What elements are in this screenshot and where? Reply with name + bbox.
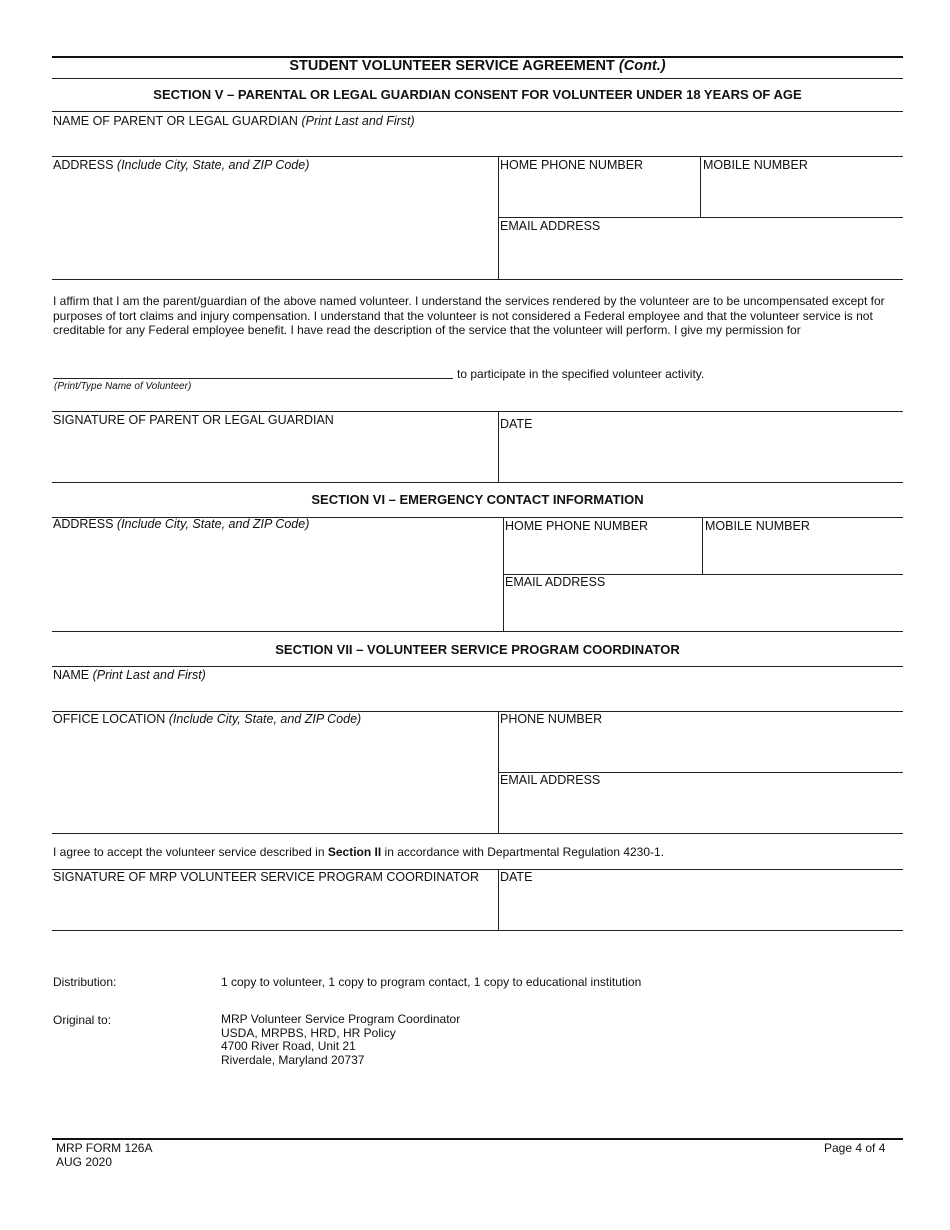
agreement-post: in accordance with Departmental Regulation 4230-1. — [384, 845, 665, 859]
parent-date-field[interactable]: DATE — [500, 417, 533, 431]
form-title — [52, 58, 903, 74]
rule — [52, 631, 903, 632]
original-line: Riverdale, Maryland 20737 — [221, 1052, 365, 1067]
volunteer-name-line[interactable] — [53, 378, 453, 379]
coordinator-signature-field[interactable]: SIGNATURE OF MRP VOLUNTEER SERVICE PROGRAM COORDINATOR — [53, 870, 479, 884]
form-title-text: STUDENT VOLUNTEER SERVICE AGREEMENT — [289, 58, 615, 74]
distribution-text: 1 copy to volunteer, 1 copy to program contact, 1 copy to educational institution — [221, 975, 642, 989]
form-title-cont: (Cont.) — [618, 58, 666, 74]
coordinator-email-field[interactable]: EMAIL ADDRESS — [500, 773, 601, 787]
section-v-rule — [52, 111, 903, 112]
rule — [52, 411, 903, 412]
section-vii-rule — [52, 666, 903, 667]
emergency-email-field[interactable]: EMAIL ADDRESS — [505, 575, 606, 589]
coordinator-name-field[interactable] — [53, 668, 206, 682]
original-line: USDA, MRPBS, HRD, HR Policy — [221, 1025, 396, 1040]
parent-address-label: ADDRESS — [53, 158, 114, 172]
footer-rule — [52, 1138, 903, 1140]
page-number: Page 4 of 4 — [824, 1141, 886, 1155]
emergency-home-phone-field[interactable]: HOME PHONE NUMBER — [505, 519, 649, 533]
emergency-address-field[interactable] — [53, 517, 309, 531]
participate-text: to participate in the specified volunteer activity. — [457, 367, 705, 381]
section-vii-heading: SECTION VII – VOLUNTEER SERVICE PROGRAM COORDINATOR — [275, 642, 680, 657]
parent-email-field[interactable]: EMAIL ADDRESS — [500, 219, 601, 233]
rule — [52, 156, 903, 157]
original-label: Original to: — [53, 1013, 112, 1027]
coordinator-name-label: NAME — [53, 668, 90, 682]
coordinator-phone-field[interactable]: PHONE NUMBER — [500, 712, 603, 726]
parent-signature-field[interactable]: SIGNATURE OF PARENT OR LEGAL GUARDIAN — [53, 413, 334, 427]
parent-name-hint: (Print Last and First) — [301, 114, 415, 128]
office-location-field[interactable] — [53, 712, 361, 726]
office-location-hint: (Include City, State, and ZIP Code) — [168, 712, 362, 726]
parent-home-phone-field[interactable]: HOME PHONE NUMBER — [500, 158, 644, 172]
rule — [498, 217, 903, 218]
agreement-text — [53, 845, 664, 859]
divider — [498, 411, 499, 482]
affirmation-text: I affirm that I am the parent/guardian of the above named volunteer. I understand the services rendered by the volunteer are to be uncompensated except for purposes of tort claims and injury compensation. I understand that the volunteer is not considered a Federal employee and that the volunteer service is not creditable for any Federal employee benefit. I have read the description of the service that the volunteer will perform. I give my permission for — [53, 294, 885, 337]
section-v-heading: SECTION V – PARENTAL OR LEGAL GUARDIAN CONSENT FOR VOLUNTEER UNDER 18 YEARS OF AGE — [153, 87, 802, 102]
emergency-address-hint: (Include City, State, and ZIP Code) — [116, 517, 310, 531]
coordinator-name-hint: (Print Last and First) — [92, 668, 206, 682]
emergency-mobile-field[interactable]: MOBILE NUMBER — [705, 519, 810, 533]
agreement-pre: I agree to accept the volunteer service described in — [53, 845, 325, 859]
section-vi-heading: SECTION VI – EMERGENCY CONTACT INFORMATION — [311, 492, 644, 507]
form-date: AUG 2020 — [56, 1155, 113, 1169]
rule — [52, 833, 903, 834]
rule — [52, 279, 903, 280]
divider — [700, 156, 701, 217]
original-line: MRP Volunteer Service Program Coordinator — [221, 1012, 461, 1026]
parent-address-hint: (Include City, State, and ZIP Code) — [116, 158, 310, 172]
office-location-label: OFFICE LOCATION — [53, 712, 166, 726]
distribution-label: Distribution: — [53, 975, 117, 989]
parent-name-field[interactable] — [53, 114, 415, 128]
form-number: MRP FORM 126A — [56, 1141, 153, 1155]
divider — [498, 869, 499, 930]
parent-address-field[interactable] — [53, 158, 309, 172]
divider — [702, 517, 703, 574]
original-address — [221, 1013, 460, 1067]
parent-mobile-field[interactable]: MOBILE NUMBER — [703, 158, 808, 172]
title-bottom-rule — [52, 78, 903, 79]
rule — [52, 930, 903, 931]
original-line: 4700 River Road, Unit 21 — [221, 1039, 356, 1053]
coordinator-date-field[interactable]: DATE — [500, 870, 533, 884]
rule — [52, 482, 903, 483]
emergency-address-label: ADDRESS — [53, 517, 114, 531]
agreement-bold: Section II — [327, 845, 382, 859]
volunteer-name-hint: (Print/Type Name of Volunteer) — [54, 381, 192, 392]
parent-name-label: NAME OF PARENT OR LEGAL GUARDIAN — [53, 114, 298, 128]
